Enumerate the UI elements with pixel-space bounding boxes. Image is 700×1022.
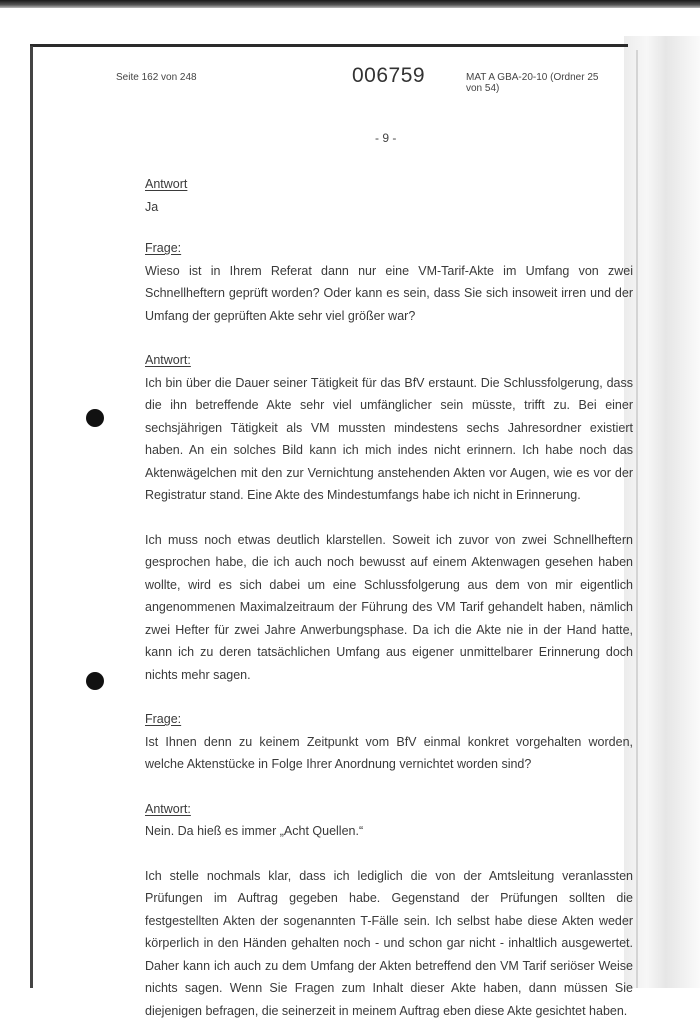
frame-top-border [30, 44, 628, 47]
answer-label: Antwort [145, 173, 633, 196]
qa-block-question-2 [145, 708, 633, 776]
page-header [116, 66, 616, 96]
scan-top-edge [0, 0, 700, 8]
page-of-label: Seite 162 von 248 [116, 72, 197, 83]
frame-left-border [30, 46, 33, 988]
page-edge-line [636, 50, 638, 988]
answer-text: Ja [145, 196, 633, 219]
document-body [145, 173, 633, 1022]
qa-block-answer-1 [145, 173, 633, 218]
document-number: 006759 [352, 64, 425, 88]
qa-block-answer-2 [145, 349, 633, 507]
qa-block-question-1 [145, 237, 633, 327]
question-label: Frage: [145, 237, 633, 260]
page-number: - 9 - [375, 131, 396, 145]
answer-text: Nein. Da hieß es immer „Acht Quellen.“ [145, 820, 633, 843]
question-text: Ist Ihnen denn zu keinem Zeitpunkt vom BfV einmal konkret vorgehalten worden, welche Aktenstücke in Folge Ihrer Anordnung vernichtet worden sind? [145, 731, 633, 776]
statement-text: Ich stelle nochmals klar, dass ich lediglich die von der Amtsleitung veranlassten Prüfungen im Auftrag gegeben habe. Gegenstand der Prüfungen sollten die festgestellten Akten der sogenannten T-Fälle sein. Ich selbst habe diese Akten weder körperlich in den Händen gehalten noch - und schon gar nicht - inhaltlich ausgewertet. Daher kann ich auch zu dem Umfang der Akten betreffend den VM Tarif seriöser Weise nichts sagen. Wenn Sie Fragen zum Inhalt dieser Akte haben, dann müssen Sie diejenigen befragen, die seinerzeit in meinem Auftrag eben diese Akte gesichtet haben. [145, 865, 633, 1022]
file-reference: MAT A GBA-20-10 (Ordner 25 von 54) [466, 72, 616, 94]
answer-label: Antwort: [145, 798, 633, 821]
question-label: Frage: [145, 708, 633, 731]
statement-paragraph-1 [145, 529, 633, 687]
answer-text: Ich bin über die Dauer seiner Tätigkeit für das BfV erstaunt. Die Schlussfolgerung, dass die ihn betreffende Akte sehr viel umfänglicher sein müsste, trifft zu. Bei einer sechsjährigen Tätigkeit als VM mussten mindestens sechs Jahresordner existiert haben. An ein solches Bild kann ich mich indes nicht erinnern. Ich habe noch das Aktenwägelchen mit den zur Vernichtung anstehenden Akten vor Augen, wie es vor der Registratur stand. Eine Akte des Mindestumfangs habe ich nicht in Erinnerung. [145, 372, 633, 507]
statement-text: Ich muss noch etwas deutlich klarstellen. Soweit ich zuvor von zwei Schnellheftern gesprochen habe, die ich auch noch bewusst auf einem Aktenwagen gesehen haben wollte, wird es sich dabei um eine Schlussfolgerung aus dem von mir eigentlich angenommenen Maximalzeitraum der Führung des VM Tarif gehandelt haben, nämlich zwei Hefter für zwei Jahre Anwerbungsphase. Da ich die Akte nie in der Hand hatte, kann ich zu deren tatsächlichen Umfang aus eigener unmittelbarer Erinnerung doch nichts mehr sagen. [145, 529, 633, 687]
answer-label: Antwort: [145, 349, 633, 372]
question-text: Wieso ist in Ihrem Referat dann nur eine VM-Tarif-Akte im Umfang von zwei Schnellheftern geprüft worden? Oder kann es sein, dass Sie sich insoweit irren und der Umfang der geprüften Akte sehr viel größer war? [145, 260, 633, 328]
punch-hole-upper [86, 409, 104, 427]
statement-paragraph-2 [145, 865, 633, 1022]
qa-block-answer-3 [145, 798, 633, 843]
punch-hole-lower [86, 672, 104, 690]
